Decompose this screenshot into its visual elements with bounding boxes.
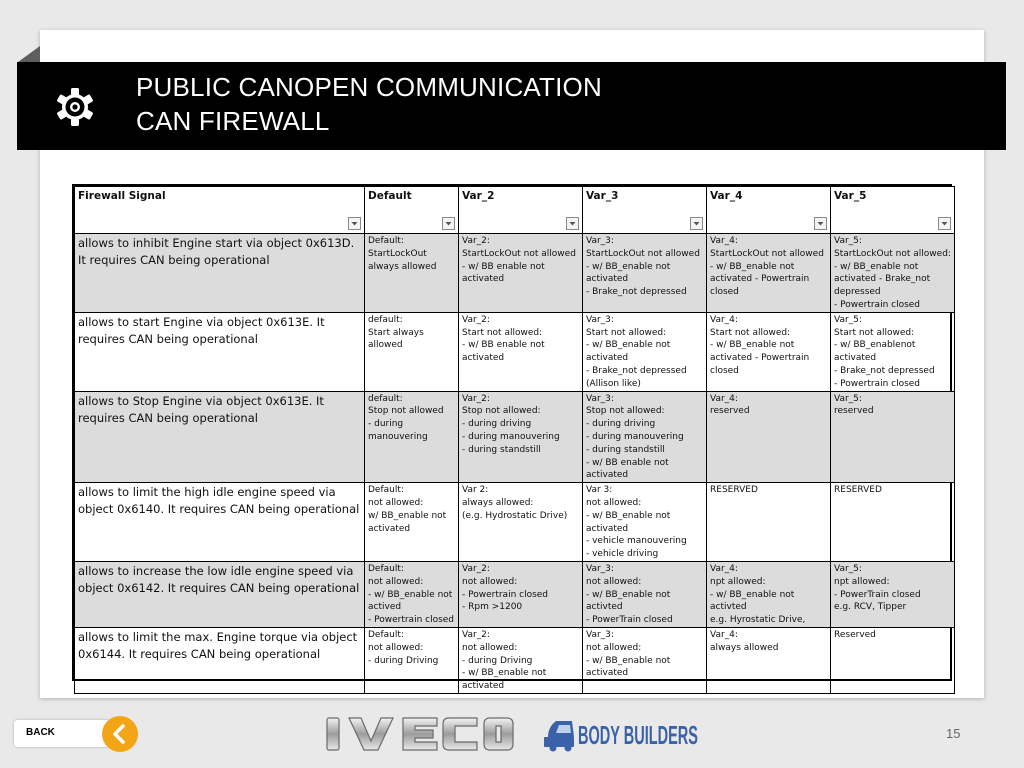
value-cell: Var_5: reserved xyxy=(831,391,955,483)
value-cell: default: Stop not allowed - during manouvering xyxy=(365,391,459,483)
value-cell: Var_4: reserved xyxy=(707,391,831,483)
body-builders-logo xyxy=(542,711,702,753)
table-row xyxy=(75,561,955,627)
gear-icon xyxy=(52,84,98,130)
value-cell: RESERVED xyxy=(831,483,955,562)
svg-text:BODY BUILDERS: BODY BUILDERS xyxy=(578,720,698,750)
filter-dropdown-icon[interactable] xyxy=(938,217,951,230)
filter-dropdown-icon[interactable] xyxy=(442,217,455,230)
filter-dropdown-icon[interactable] xyxy=(814,217,827,230)
value-cell: Var_4: npt allowed: - w/ BB_enable not activted e.g. Hyrostatic Drive, xyxy=(707,561,831,627)
table-row xyxy=(75,391,955,483)
value-cell: Var_2: Stop not allowed: - during driving - during manouvering - during standstill xyxy=(459,391,583,483)
value-cell: default: Start always allowed xyxy=(365,312,459,391)
iveco-logo xyxy=(325,713,515,755)
value-cell: Var_2: not allowed: - Powertrain closed - Rpm >1200 xyxy=(459,561,583,627)
filter-dropdown-icon[interactable] xyxy=(566,217,579,230)
table-row xyxy=(75,312,955,391)
value-cell: Var_5: Start not allowed: - w/ BB_enablenot activated - Brake_not depressed - Powertrain closed xyxy=(831,312,955,391)
signal-cell: allows to increase the low idle engine speed via object 0x6142. It requires CAN being operational xyxy=(75,561,365,627)
chevron-left-icon xyxy=(102,716,138,752)
value-cell: Var_2: not allowed: - during Driving - w/ BB_enable not activated xyxy=(459,627,583,693)
filter-dropdown-icon[interactable] xyxy=(348,217,361,230)
title-line-1: PUBLIC CANOPEN COMMUNICATION xyxy=(136,72,602,102)
value-cell: Var_3: not allowed: - w/ BB_enable not activted - PowerTrain closed xyxy=(583,561,707,627)
slide-title xyxy=(136,70,602,138)
value-cell: Var_2: Start not allowed: - w/ BB enable not activated xyxy=(459,312,583,391)
value-cell: Var 2: always allowed: (e.g. Hydrostatic Drive) xyxy=(459,483,583,562)
table-row xyxy=(75,234,955,313)
back-arrow-button[interactable] xyxy=(102,716,138,752)
firewall-table-container xyxy=(72,184,952,692)
table-row xyxy=(75,483,955,562)
value-cell: Var_3: not allowed: - w/ BB_enable not activated xyxy=(583,627,707,693)
title-line-2: CAN FIREWALL xyxy=(136,106,330,136)
value-cell: Var_4: StartLockOut not allowed - w/ BB_enable not activated - Powertrain closed xyxy=(707,234,831,313)
value-cell: Var_5: StartLockOut not allowed: - w/ BB_enable not activated - Brake_not depressed - Powertrain closed xyxy=(831,234,955,313)
back-button[interactable] xyxy=(14,720,110,747)
header-var-3: Var_3 xyxy=(583,187,707,234)
header-firewall-signal: Firewall Signal xyxy=(75,187,365,234)
page-number: 15 xyxy=(946,726,961,741)
header-var-4: Var_4 xyxy=(707,187,831,234)
value-cell: Var_4: always allowed xyxy=(707,627,831,693)
value-cell: Default: not allowed: w/ BB_enable not activated xyxy=(365,483,459,562)
table-row xyxy=(75,627,955,693)
value-cell: Var 3: not allowed: - w/ BB_enable not activated - vehicle manouvering - vehicle driving xyxy=(583,483,707,562)
filter-dropdown-icon[interactable] xyxy=(690,217,703,230)
value-cell: Default: not allowed: - during Driving xyxy=(365,627,459,693)
value-cell: Var_3: StartLockOut not allowed - w/ BB_enable not activated - Brake_not depressed xyxy=(583,234,707,313)
value-cell: Default: not allowed: - w/ BB_enable not actived - Powertrain closed xyxy=(365,561,459,627)
value-cell: Reserved xyxy=(831,627,955,693)
corner-fold xyxy=(18,46,40,62)
header-var-2: Var_2 xyxy=(459,187,583,234)
signal-cell: allows to Stop Engine via object 0x613E. It requires CAN being operational xyxy=(75,391,365,483)
table-header-row xyxy=(75,187,955,234)
signal-cell: allows to start Engine via object 0x613E. It requires CAN being operational xyxy=(75,312,365,391)
value-cell: Var_3: Start not allowed: - w/ BB_enable not activated - Brake_not depressed (Allison like) xyxy=(583,312,707,391)
signal-cell: allows to limit the max. Engine torque via object 0x6144. It requires CAN being operational xyxy=(75,627,365,693)
value-cell: Var_4: Start not allowed: - w/ BB_enable not activated - Powertrain closed xyxy=(707,312,831,391)
value-cell: Var_3: Stop not allowed: - during driving - during manouvering - during standstill - w/ BB enable not activated xyxy=(583,391,707,483)
signal-cell: allows to inhibit Engine start via object 0x613D. It requires CAN being operational xyxy=(75,234,365,313)
header-default: Default xyxy=(365,187,459,234)
header-var-5: Var_5 xyxy=(831,187,955,234)
firewall-table xyxy=(74,186,955,694)
value-cell: Var_2: StartLockOut not allowed - w/ BB enable not activated xyxy=(459,234,583,313)
value-cell: Var_5: npt allowed: - PowerTrain closed e.g. RCV, Tipper xyxy=(831,561,955,627)
value-cell: Default: StartLockOut always allowed xyxy=(365,234,459,313)
back-label: BACK xyxy=(26,727,55,738)
signal-cell: allows to limit the high idle engine speed via object 0x6140. It requires CAN being operational xyxy=(75,483,365,562)
value-cell: RESERVED xyxy=(707,483,831,562)
